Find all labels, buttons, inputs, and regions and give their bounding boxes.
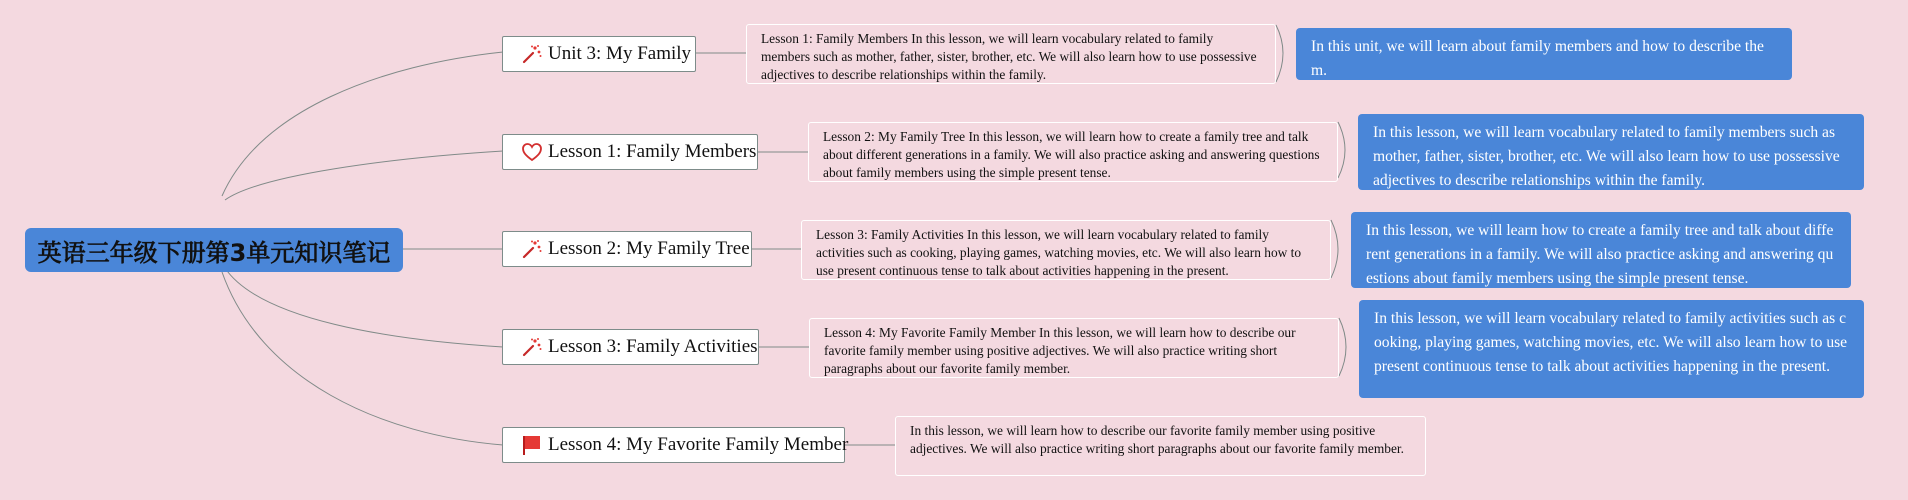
note-lesson-3: Lesson 3: Family Activities In this lesson, we will learn vocabulary related to family activities such as cooking, playing games, watching movies, etc. We will also learn how to use present continuous tense to talk about activities happening in the present.: [801, 220, 1331, 280]
topic-label: Lesson 3: Family Activities: [548, 336, 758, 357]
heart-icon: [521, 141, 543, 163]
topic-lesson-3[interactable]: [502, 329, 759, 365]
summary-unit: In this unit, we will learn about family members and how to describe them.: [1296, 28, 1792, 80]
topic-label: Unit 3: My Family: [548, 43, 692, 64]
connector-root-to-unit: [222, 52, 503, 196]
topic-label: Lesson 1: Family Members: [548, 141, 757, 162]
root-title: 英语三年级下册第3单元知识笔记: [37, 238, 391, 267]
topic-label: Lesson 2: My Family Tree: [548, 238, 750, 259]
bracket-note-summary-1: [1276, 25, 1283, 82]
magic-wand-icon: [521, 238, 543, 260]
topic-lesson-2[interactable]: [502, 231, 752, 267]
summary-lesson-3: In this lesson, we will learn vocabulary related to family activities such as cooking, playing games, watching movies, etc. We will also learn how to use present continuous tense to talk about activities happening in the present.: [1359, 300, 1864, 398]
bracket-note-summary-2: [1338, 122, 1345, 178]
connector-root-to-lesson3: [225, 268, 503, 347]
topic-lesson-1[interactable]: [502, 134, 758, 170]
connector-root-to-lesson1: [225, 151, 503, 200]
root-topic[interactable]: [25, 228, 403, 272]
connector-root-to-lesson4: [222, 272, 503, 445]
summary-lesson-1: In this lesson, we will learn vocabulary related to family members such as mother, father, sister, brother, etc. We will also learn how to use possessive adjectives to describe relationships within the family.: [1358, 114, 1864, 190]
topic-unit-3[interactable]: [502, 36, 696, 72]
note-lesson-4: Lesson 4: My Favorite Family Member In this lesson, we will learn how to describe our favorite family member using positive adjectives. We will also practice writing short paragraphs about our favorite family member.: [809, 318, 1339, 378]
note-lesson-5: In this lesson, we will learn how to describe our favorite family member using positive adjectives. We will also practice writing short paragraphs about our favorite family member.: [895, 416, 1426, 476]
topic-lesson-4[interactable]: [502, 427, 849, 463]
magic-wand-icon: [521, 336, 543, 358]
topic-label: Lesson 4: My Favorite Family Member: [548, 434, 849, 455]
magic-wand-icon: [521, 43, 543, 65]
note-lesson-1: Lesson 1: Family Members In this lesson, we will learn vocabulary related to family members such as mother, father, sister, brother, etc. We will also learn how to use possessive adjectives to describe relationships within the family.: [746, 24, 1276, 84]
flag-icon: [521, 434, 543, 456]
bracket-note-summary-3: [1331, 220, 1338, 278]
note-lesson-2: Lesson 2: My Family Tree In this lesson, we will learn how to create a family tree and talk about different generations in a family. We will also practice asking and answering questions about family members using the simple present tense.: [808, 122, 1338, 182]
summary-lesson-2: In this lesson, we will learn how to create a family tree and talk about different generations in a family. We will also practice asking and answering questions about family members using the simple present tense.: [1351, 212, 1851, 288]
bracket-note-summary-4: [1339, 318, 1346, 376]
